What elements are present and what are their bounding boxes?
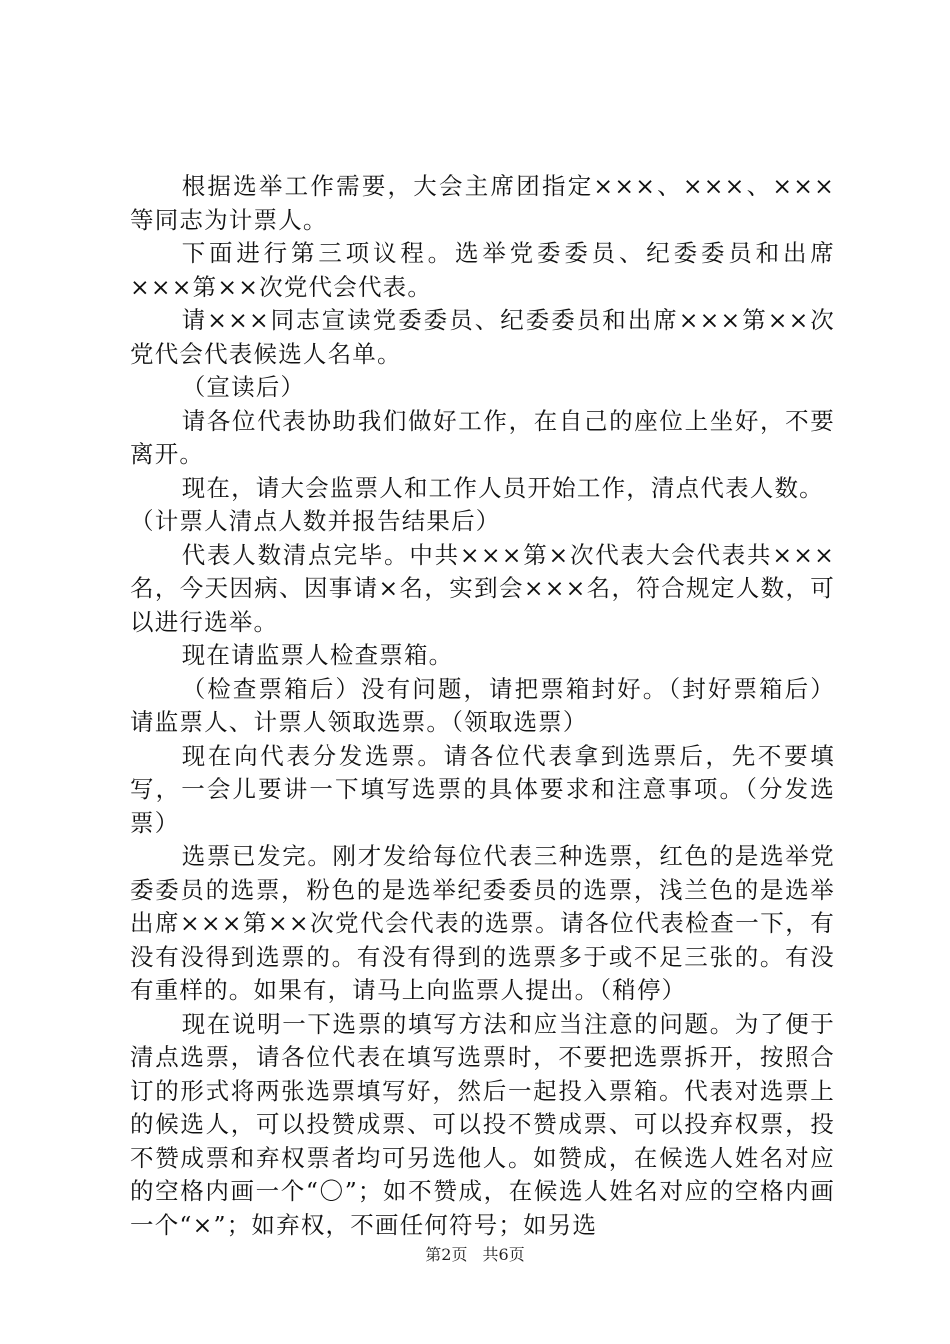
paragraph: 下面进行第三项议程。选举党委委员、纪委委员和出席×××第××次党代会代表。 <box>130 239 835 301</box>
page-number: 第2页 <box>425 1245 468 1264</box>
paragraph: 选票已发完。刚才发给每位代表三种选票，红色的是选举党委委员的选票，粉色的是选举纪委委员的选票，浅兰色的是选举出席×××第××次党代会代表的选票。请各位代表检查一下，有没有没得到选票的。有没有得到的选票多于或不足三张的。有没有重样的。如果有，请马上向监票人提出。（稍停） <box>130 842 835 1004</box>
paragraph: 请×××同志宣读党委委员、纪委委员和出席×××第××次党代会代表候选人名单。 <box>130 306 835 368</box>
paragraph: 现在请监票人检查票箱。 <box>181 641 454 669</box>
paragraph: 根据选举工作需要，大会主席团指定×××、×××、×××等同志为计票人。 <box>130 172 835 234</box>
paragraph: （宣读后） <box>181 373 306 401</box>
paragraph: 代表人数清点完毕。中共×××第×次代表大会代表共×××名，今天因病、因事请×名，实到会×××名，符合规定人数，可以进行选举。 <box>130 540 835 636</box>
paragraph: 现在向代表分发选票。请各位代表拿到选票后，先不要填写，一会儿要讲一下填写选票的具体要求和注意事项。（分发选票） <box>130 741 835 837</box>
page-footer <box>0 1242 950 1265</box>
paragraph: 现在说明一下选票的填写方法和应当注意的问题。为了便于清点选票，请各位代表在填写选票时，不要把选票拆开，按照合订的形式将两张选票填写好，然后一起投入票箱。代表对选票上的候选人，可以投赞成票、可以投不赞成票、可以投弃权票，投不赞成票和弃权票者均可另选他人。如赞成，在候选人姓名对应的空格内画一个“〇”；如不赞成，在候选人姓名对应的空格内画一个“×”；如弃权，不画任何符号；如另选 <box>130 1009 835 1239</box>
paragraph: （检查票箱后）没有问题，请把票箱封好。（封好票箱后）请监票人、计票人领取选票。（领取选票） <box>130 674 835 736</box>
paragraph: （计票人清点人数并报告结果后） <box>130 507 501 535</box>
paragraph: 现在，请大会监票人和工作人员开始工作，清点代表人数。 <box>181 473 824 502</box>
paragraph: 请各位代表协助我们做好工作，在自己的座位上坐好，不要离开。 <box>130 406 835 468</box>
document-body <box>130 170 835 1242</box>
page-total: 共6页 <box>482 1245 525 1264</box>
